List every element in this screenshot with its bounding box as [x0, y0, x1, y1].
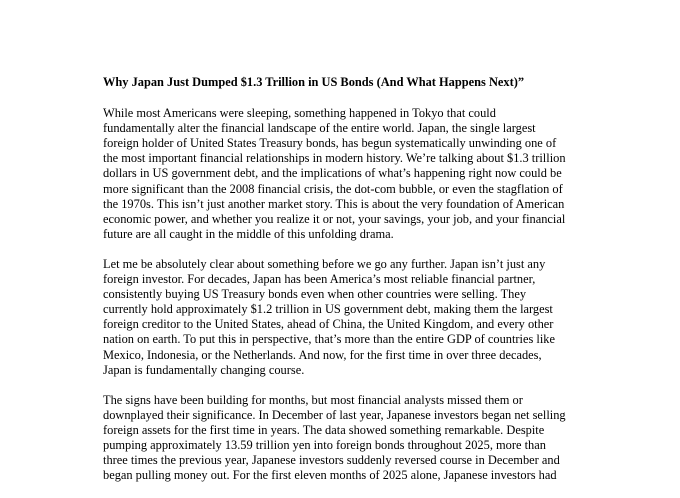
text-line: currently hold approximately $1.2 trillion in US government debt, making them the largest	[103, 302, 553, 317]
text-line: consistently buying US Treasury bonds even when other countries were selling. They	[103, 287, 527, 302]
text-line: While most Americans were sleeping, something happened in Tokyo that could	[103, 106, 496, 121]
text-line: foreign investor. For decades, Japan has been America’s most reliable financial partner,	[103, 272, 536, 287]
text-line: Japan is fundamentally changing course.	[103, 362, 305, 377]
document-title: Why Japan Just Dumped $1.3 Trillion in US Bonds (And What Happens Next)”	[103, 75, 525, 89]
text-line: foreign holder of United States Treasury bonds, has begun systematically unwinding one of	[103, 136, 557, 151]
text-line: pumping approximately 13.59 trillion yen into foreign bonds throughout 2025, more than	[103, 437, 546, 452]
text-line: Let me be absolutely clear about something before we go any further. Japan isn’t just any	[103, 256, 546, 271]
text-line: The signs have been building for months, but most financial analysts missed them or	[103, 392, 523, 407]
text-line: nation on earth. To put this in perspective, that’s more than the entire GDP of countries like	[103, 332, 555, 347]
text-line: foreign assets for the first time in years. The data showed something remarkable. Despite	[103, 422, 545, 437]
text-line: the 1970s. This isn’t just another market story. This is about the very foundation of American	[103, 196, 565, 211]
text-line: future are all caught in the middle of this unfolding drama.	[103, 226, 394, 241]
text-line: economic power, and whether you realize it or not, your savings, your job, and your financial	[103, 211, 566, 226]
text-line: downplayed their significance. In December of last year, Japanese investors began net selling	[103, 407, 566, 422]
text-line: fundamentally alter the financial landscape of the entire world. Japan, the single largest	[103, 121, 536, 136]
paragraph	[103, 393, 579, 484]
text-line: more significant than the 2008 financial crisis, the dot-com bubble, or even the stagflation of	[103, 181, 563, 196]
text-line: the most important financial relationships in modern history. We’re talking about $1.3 trillion	[103, 151, 566, 166]
paragraph	[103, 257, 579, 378]
text-line: foreign creditor to the United States, ahead of China, the United Kingdom, and every other	[103, 317, 554, 332]
paragraph	[103, 106, 579, 242]
document-body	[103, 75, 579, 498]
text-line: dollars in US government debt, and the implications of what’s happening right now could be	[103, 166, 562, 181]
text-line: three times the previous year, Japanese investors suddenly reversed course in December and	[103, 453, 560, 468]
text-line: Mexico, Indonesia, or the Netherlands. And now, for the first time in over three decades,	[103, 347, 542, 362]
text-line: began pulling money out. For the first eleven months of 2025 alone, Japanese investors had	[103, 468, 557, 483]
